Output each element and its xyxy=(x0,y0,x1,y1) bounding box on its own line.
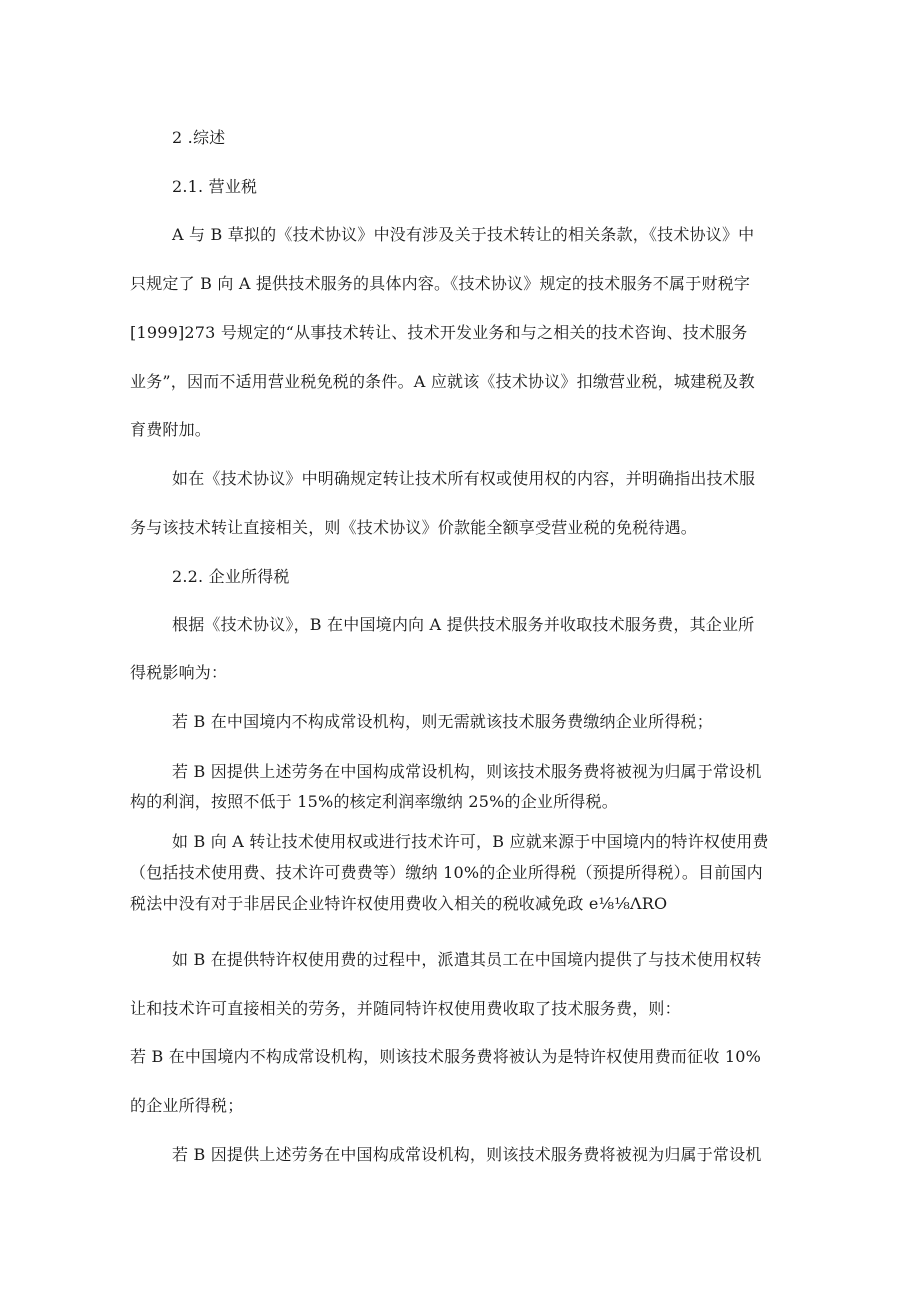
paragraph-line: 如 B 在提供特许权使用费的过程中，派遣其员工在中国境内提供了与技术使用权转 xyxy=(172,950,762,969)
paragraph-line: 业务”，因而不适用营业税免税的条件。A 应就该《技术协议》扣缴营业税，城建税及教 xyxy=(130,372,755,391)
subsection-heading: 2.2. 企业所得税 xyxy=(172,567,290,586)
paragraph-line: （包括技术使用费、技术许可费费等）缴纳 10%的企业所得税（预提所得税）。目前国内 xyxy=(130,863,763,882)
paragraph-line: 税法中没有对于非居民企业特许权使用费收入相关的税收减免政 e⅛⅛ΛRO xyxy=(130,894,668,913)
paragraph: 若 B 因提供上述劳务在中国构成常设机构，则该技术服务费将被视为归属于常设机 xyxy=(172,1145,762,1164)
paragraph-line: 务与该技术转让直接相关，则《技术协议》价款能全额享受营业税的免税待遇。 xyxy=(130,518,698,537)
paragraph-line: 只规定了 B 向 A 提供技术服务的具体内容。《技术协议》规定的技术服务不属于财税字 xyxy=(130,274,751,293)
subsection-heading: 2.1. 营业税 xyxy=(172,177,258,196)
paragraph-line: 若 B 在中国境内不构成常设机构，则该技术服务费将被认为是特许权使用费而征收 10% xyxy=(130,1047,761,1066)
section-heading: 2 .综述 xyxy=(172,128,226,147)
paragraph-line: 让和技术许可直接相关的劳务，并随同特许权使用费收取了技术服务费，则： xyxy=(130,999,681,1018)
paragraph-line: 如在《技术协议》中明确规定转让技术所有权或使用权的内容，并明确指出技术服 xyxy=(172,469,756,488)
paragraph-line: 构的利润，按照不低于 15%的核定利润率缴纳 25%的企业所得税。 xyxy=(130,792,618,811)
paragraph-line: 育费附加。 xyxy=(130,420,212,439)
paragraph-line: 若 B 因提供上述劳务在中国构成常设机构，则该技术服务费将被视为归属于常设机 xyxy=(172,762,762,781)
paragraph-line: 如 B 向 A 转让技术使用权或进行技术许可，B 应就来源于中国境内的特许权使用费 xyxy=(172,832,769,851)
paragraph-line: [1999]273 号规定的“从事技术转让、技术开发业务和与之相关的技术咨询、技术服务 xyxy=(130,323,748,342)
paragraph-line: 得税影响为： xyxy=(130,663,228,682)
paragraph-line: A 与 B 草拟的《技术协议》中没有涉及关于技术转让的相关条款，《技术协议》中 xyxy=(172,225,755,244)
paragraph: 若 B 在中国境内不构成常设机构，则无需就该技术服务费缴纳企业所得税； xyxy=(172,712,713,731)
paragraph-line: 根据《技术协议》，B 在中国境内向 A 提供技术服务并收取技术服务费，其企业所 xyxy=(172,615,755,634)
paragraph-line: 的企业所得税； xyxy=(130,1096,244,1115)
